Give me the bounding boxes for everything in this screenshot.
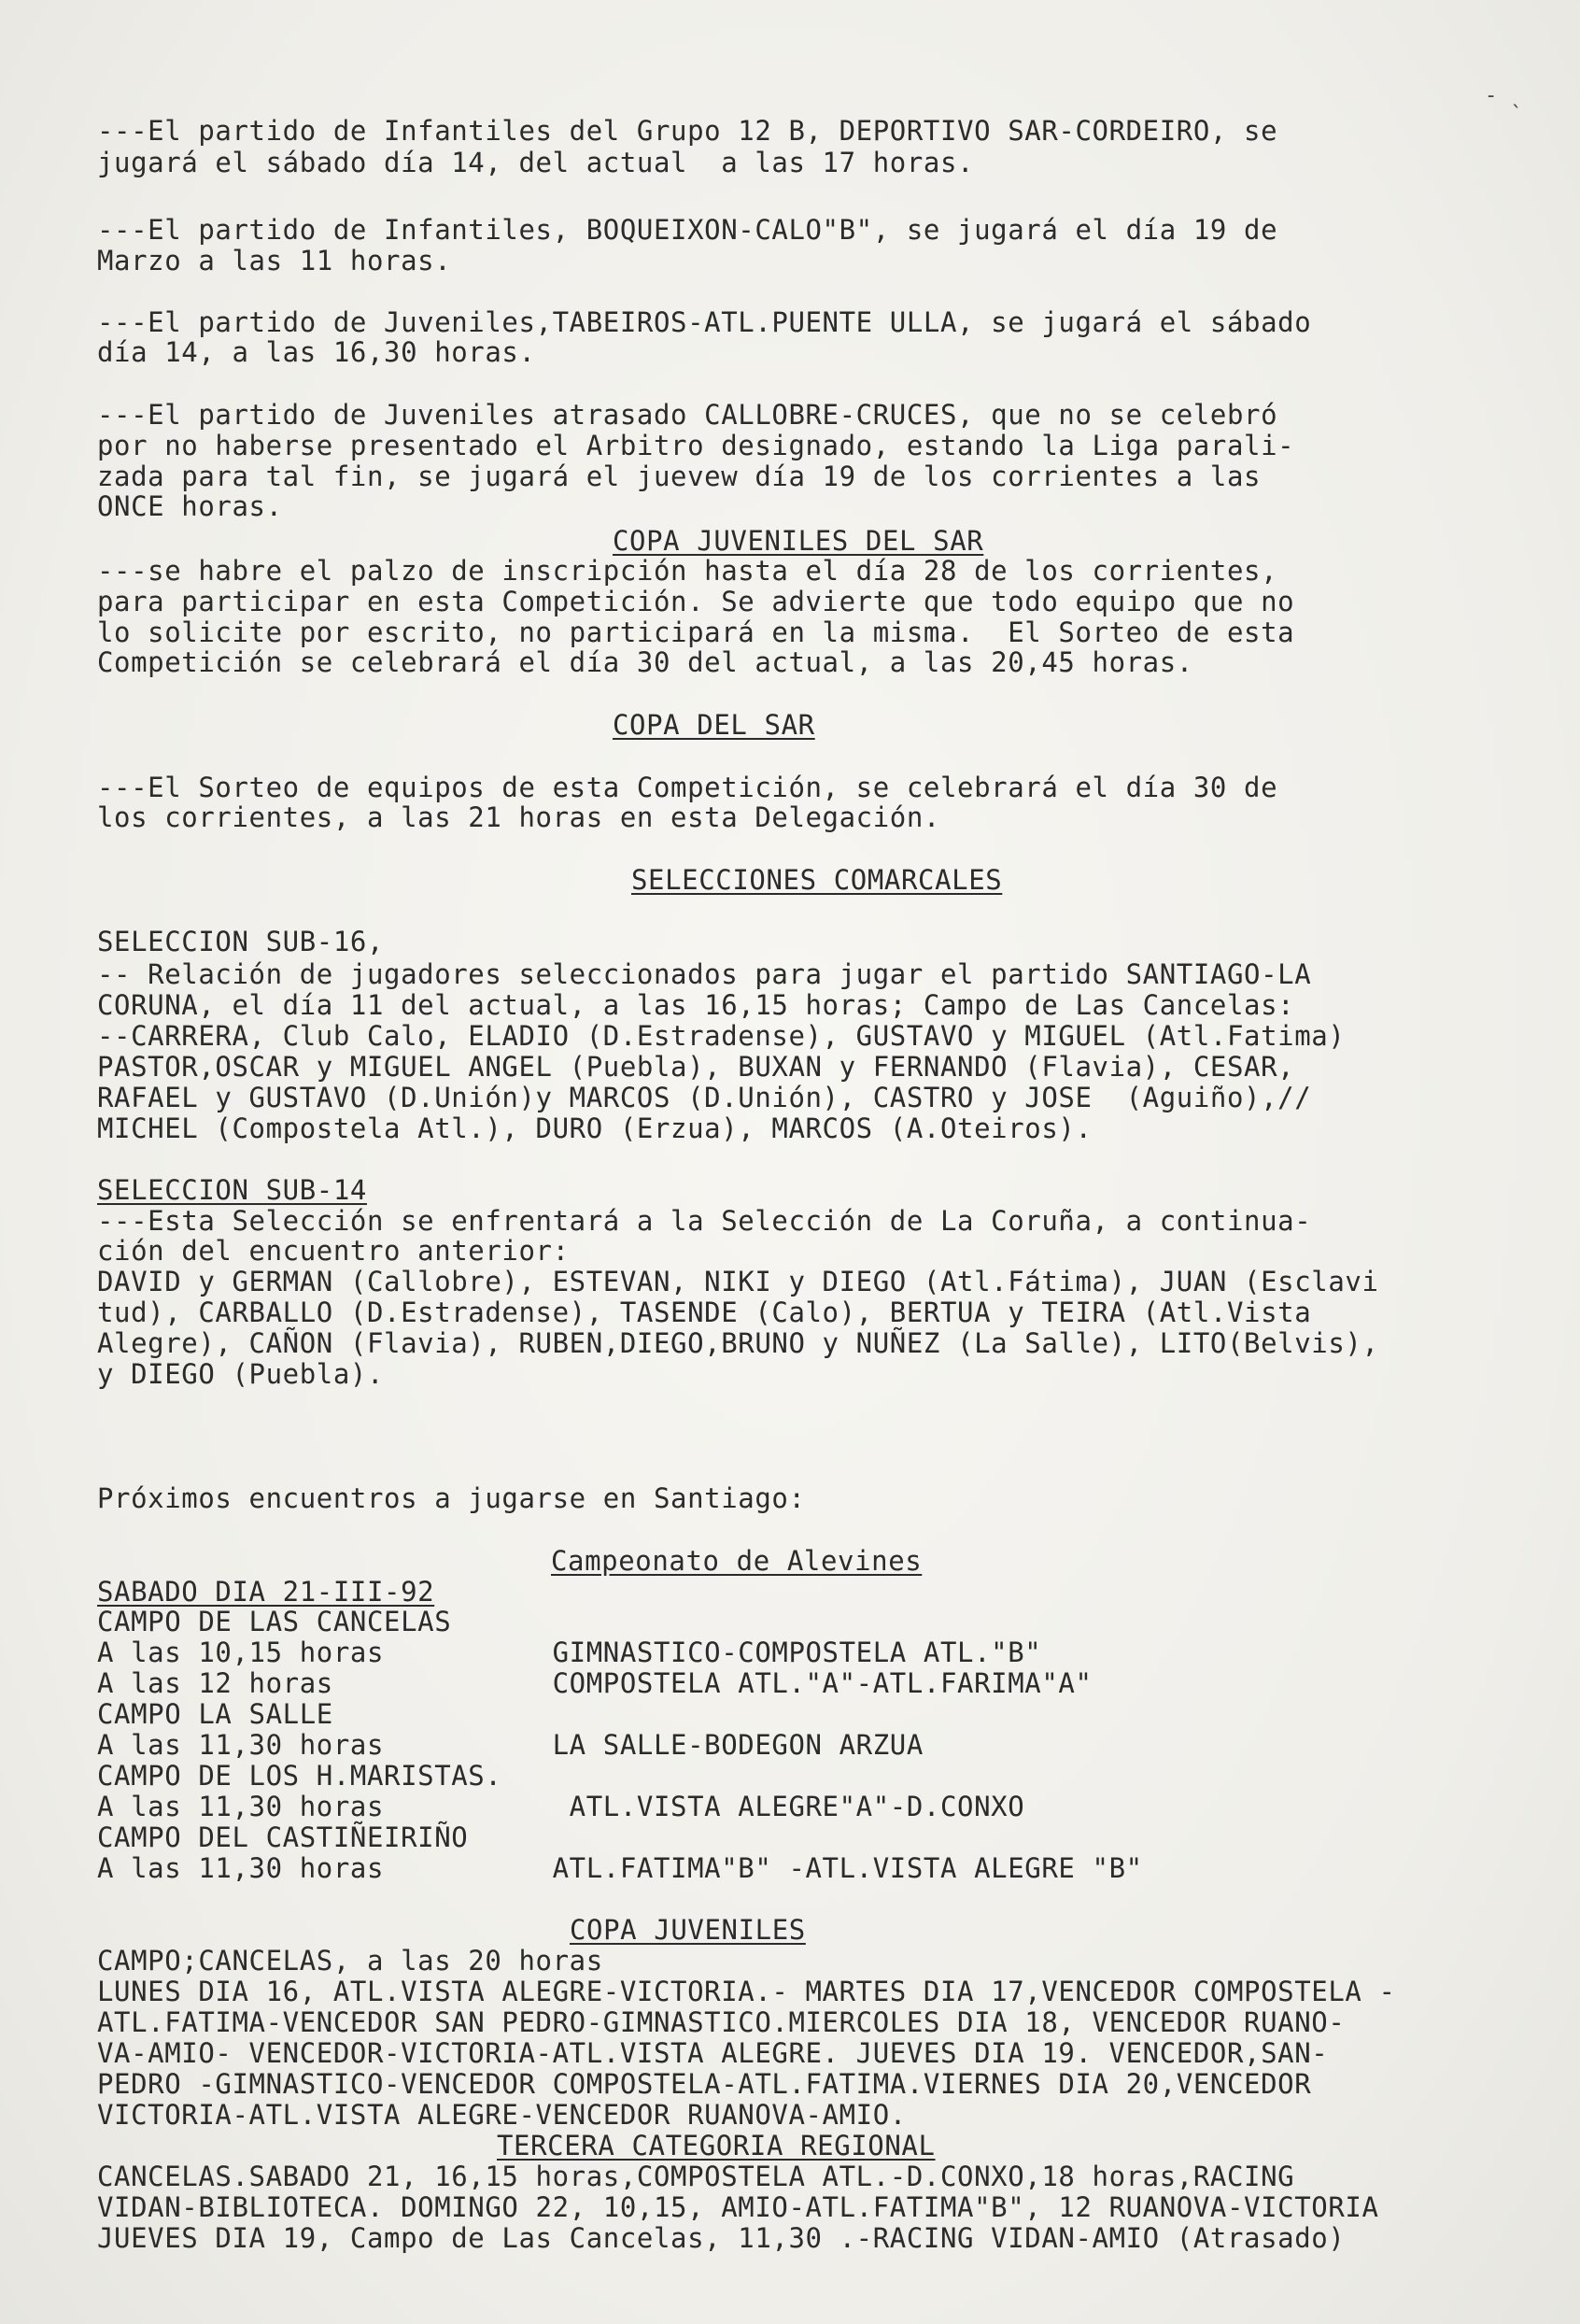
text-line: para participar en esta Competición. Se advierte que todo equipo que no (97, 586, 1295, 617)
text-line: CAMPO LA SALLE (97, 1698, 333, 1730)
text-line: Próximos encuentros a jugarse en Santiago: (97, 1482, 806, 1514)
section-heading: TERCERA CATEGORIA REGIONAL (497, 2130, 936, 2161)
text-line: día 14, a las 16,30 horas. (97, 336, 536, 368)
text-line: ción del encuentro anterior: (97, 1235, 570, 1267)
text-line: zada para tal fin, se jugará el juevew día 19 de los corrientes a las (97, 461, 1262, 492)
text-line: VA-AMIO- VENCEDOR-VICTORIA-ATL.VISTA ALEGRE. JUEVES DIA 19. VENCEDOR,SAN- (97, 2037, 1329, 2069)
text-line: Marzo a las 11 horas. (97, 245, 452, 276)
text-line: --CARRERA, Club Calo, ELADIO (D.Estradense), GUSTAVO y MIGUEL (Atl.Fatima) (97, 1020, 1346, 1052)
text-line: lo solicite por escrito, no participará en la misma. El Sorteo de esta (97, 616, 1295, 648)
text-line: jugará el sábado día 14, del actual a las 17 horas. (97, 147, 975, 178)
text-line: A las 11,30 horas LA SALLE-BODEGON ARZUA (97, 1729, 924, 1761)
text-line: tud), CARBALLO (D.Estradense), TASENDE (Calo), BERTUA y TEIRA (Atl.Vista (97, 1297, 1312, 1328)
text-line: CAMPO;CANCELAS, a las 20 horas (97, 1945, 603, 1977)
text-line: A las 10,15 horas GIMNASTICO-COMPOSTELA ATL."B" (97, 1637, 1042, 1668)
text-line: MICHEL (Compostela Atl.), DURO (Erzua), MARCOS (A.Oteiros). (97, 1112, 1093, 1144)
text-line: LUNES DIA 16, ATL.VISTA ALEGRE-VICTORIA.- MARTES DIA 17,VENCEDOR COMPOSTELA - (97, 1976, 1396, 2007)
text-line: SELECCION SUB-16, (97, 926, 385, 957)
text-line: DAVID y GERMAN (Callobre), ESTEVAN, NIKI y DIEGO (Atl.Fátima), JUAN (Esclavi (97, 1266, 1379, 1297)
text-line: y DIEGO (Puebla). (97, 1358, 385, 1390)
text-line: A las 11,30 horas ATL.FATIMA"B" -ATL.VISTA ALEGRE "B" (97, 1852, 1143, 1884)
text-line: ---El partido de Juveniles atrasado CALLOBRE-CRUCES, que no se celebró (97, 399, 1278, 431)
section-heading: COPA JUVENILES (570, 1914, 806, 1946)
text-line: ---El Sorteo de equipos de esta Competición, se celebrará el día 30 de (97, 772, 1278, 803)
text-line: ATL.FATIMA-VENCEDOR SAN PEDRO-GIMNASTICO.MIERCOLES DIA 18, VENCEDOR RUANO- (97, 2006, 1346, 2038)
text-line: ---El partido de Infantiles, BOQUEIXON-CALO"B", se jugará el día 19 de (97, 214, 1278, 246)
text-line: PEDRO -GIMNASTICO-VENCEDOR COMPOSTELA-ATL.FATIMA.VIERNES DIA 20,VENCEDOR (97, 2068, 1312, 2100)
text-line: Competición se celebrará el día 30 del actual, a las 20,45 horas. (97, 646, 1193, 678)
date-heading: SABADO DIA 21-III-92 (97, 1576, 435, 1608)
text-line: RAFAEL y GUSTAVO (D.Unión)y MARCOS (D.Unión), CASTRO y JOSE (Aguiño),// (97, 1082, 1312, 1113)
text-line: CAMPO DE LAS CANCELAS (97, 1606, 452, 1637)
text-line: VIDAN-BIBLIOTECA. DOMINGO 22, 10,15, AMIO-ATL.FATIMA"B", 12 RUANOVA-VICTORIA (97, 2191, 1379, 2223)
text-line: ---Esta Selección se enfrentará a la Selección de La Coruña, a continua- (97, 1205, 1312, 1237)
section-heading: SELECCIONES COMARCALES (631, 864, 1003, 896)
corner-mark: - ˎ (1485, 84, 1522, 107)
section-heading: COPA JUVENILES DEL SAR (613, 525, 984, 557)
text-line: ONCE horas. (97, 490, 283, 522)
text-line: VICTORIA-ATL.VISTA ALEGRE-VENCEDOR RUANOVA-AMIO. (97, 2099, 907, 2131)
text-line: por no haberse presentado el Arbitro designado, estando la Liga parali- (97, 430, 1295, 461)
text-line: PASTOR,OSCAR y MIGUEL ANGEL (Puebla), BUXAN y FERNANDO (Flavia), CESAR, (97, 1051, 1295, 1083)
text-line: CANCELAS.SABADO 21, 16,15 horas,COMPOSTELA ATL.-D.CONXO,18 horas,RACING (97, 2161, 1295, 2192)
text-line: los corrientes, a las 21 horas en esta Delegación. (97, 801, 940, 833)
text-line: CAMPO DEL CASTIÑEIRIÑO (97, 1821, 469, 1853)
text-line: ---se habre el palzo de inscripción hasta el día 28 de los corrientes, (97, 555, 1278, 587)
text-line: JUEVES DIA 19, Campo de Las Cancelas, 11,30 .-RACING VIDAN-AMIO (Atrasado) (97, 2222, 1346, 2254)
text-line: ---El partido de Juveniles,TABEIROS-ATL.PUENTE ULLA, se jugará el sábado (97, 306, 1312, 338)
text-line: CAMPO DE LOS H.MARISTAS. (97, 1760, 502, 1792)
section-heading: COPA DEL SAR (613, 709, 815, 741)
text-line: Alegre), CAÑON (Flavia), RUBEN,DIEGO,BRUNO y NUÑEZ (La Salle), LITO(Belvis), (97, 1327, 1379, 1359)
section-heading: SELECCION SUB-14 (97, 1174, 367, 1206)
text-line: A las 12 horas COMPOSTELA ATL."A"-ATL.FARIMA"A" (97, 1667, 1093, 1699)
text-line: CORUNA, el día 11 del actual, a las 16,15 horas; Campo de Las Cancelas: (97, 989, 1295, 1021)
text-line: ---El partido de Infantiles del Grupo 12 B, DEPORTIVO SAR-CORDEIRO, se (97, 115, 1278, 147)
section-heading: Campeonato de Alevines (551, 1545, 923, 1577)
text-line: A las 11,30 horas ATL.VISTA ALEGRE"A"-D.CONXO (97, 1791, 1025, 1822)
text-line: -- Relación de jugadores seleccionados para jugar el partido SANTIAGO-LA (97, 958, 1312, 990)
